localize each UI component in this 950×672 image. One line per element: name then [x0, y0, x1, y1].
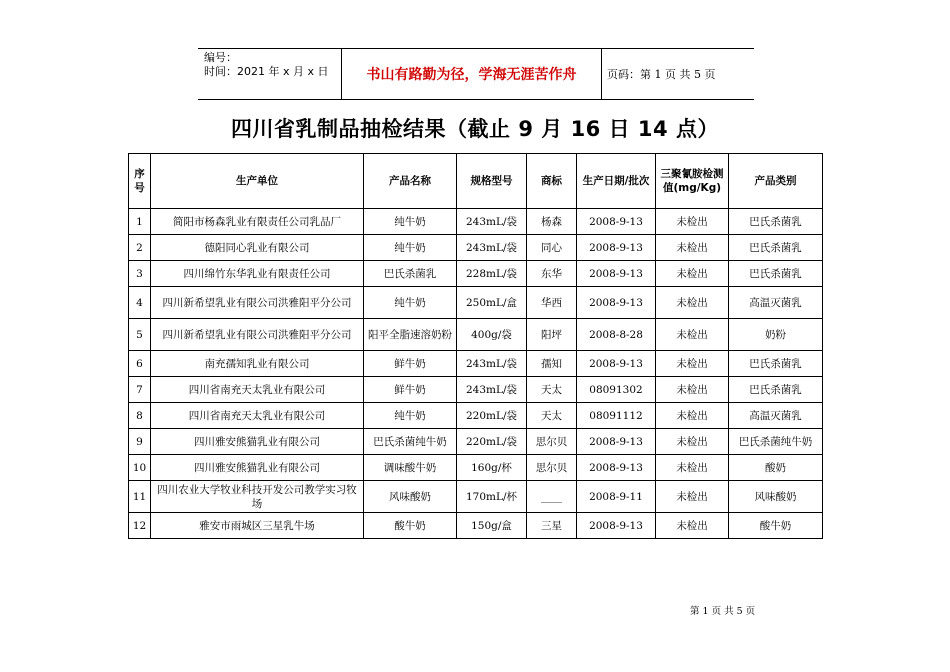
cell-date-batch: 08091302	[577, 377, 656, 403]
table-row	[129, 351, 823, 377]
cell-date-batch: 2008-9-13	[577, 351, 656, 377]
cell-spec: 400g/袋	[457, 319, 527, 351]
cell-producer: 四川雅安熊猫乳业有限公司	[151, 429, 364, 455]
cell-date-batch: 2008-8-28	[577, 319, 656, 351]
cell-category: 酸牛奶	[729, 513, 823, 539]
table-header-row	[129, 154, 823, 209]
cell-product-name: 阳平全脂速溶奶粉	[364, 319, 457, 351]
header-spec: 规格型号	[457, 154, 527, 209]
page-title: 四川省乳制品抽检结果（截止 9 月 16 日 14 点）	[231, 117, 719, 141]
table-row	[129, 377, 823, 403]
cell-index: 8	[129, 403, 151, 429]
cell-index: 12	[129, 513, 151, 539]
cell-brand: 孺知	[527, 351, 577, 377]
cell-spec: 220mL/袋	[457, 403, 527, 429]
cell-category: 巴氏杀菌纯牛奶	[729, 429, 823, 455]
header-producer: 生产单位	[151, 154, 364, 209]
cell-brand: 三星	[527, 513, 577, 539]
time-label: 时间：2021 年 x 月 x 日	[204, 65, 329, 78]
cell-spec: 228mL/袋	[457, 261, 527, 287]
cell-melamine: 未检出	[656, 235, 729, 261]
table-row	[129, 319, 823, 351]
page-footer: 第 1 页 共 5 页	[690, 606, 756, 617]
cell-producer: 四川省南充天太乳业有限公司	[151, 377, 364, 403]
cell-brand: 思尔贝	[527, 429, 577, 455]
cell-date-batch: 2008-9-13	[577, 287, 656, 319]
cell-index: 2	[129, 235, 151, 261]
cell-melamine: 未检出	[656, 319, 729, 351]
table-row	[129, 235, 823, 261]
cell-spec: 170mL/杯	[457, 481, 527, 513]
cell-melamine: 未检出	[656, 429, 729, 455]
cell-date-batch: 2008-9-11	[577, 481, 656, 513]
table-row	[129, 261, 823, 287]
cell-product-name: 巴氏杀菌纯牛奶	[364, 429, 457, 455]
document-header	[198, 48, 754, 100]
cell-product-name: 纯牛奶	[364, 209, 457, 235]
cell-brand: 杨森	[527, 209, 577, 235]
cell-producer: 四川新希望乳业有限公司洪雅阳平分公司	[151, 319, 364, 351]
cell-category: 高温灭菌乳	[729, 403, 823, 429]
cell-product-name: 鲜牛奶	[364, 377, 457, 403]
cell-category: 奶粉	[729, 319, 823, 351]
cell-brand: 天太	[527, 377, 577, 403]
table-row	[129, 429, 823, 455]
cell-melamine: 未检出	[656, 287, 729, 319]
cell-producer: 德阳同心乳业有限公司	[151, 235, 364, 261]
cell-date-batch: 2008-9-13	[577, 235, 656, 261]
cell-producer: 四川雅安熊猫乳业有限公司	[151, 455, 364, 481]
cell-category: 巴氏杀菌乳	[729, 351, 823, 377]
cell-spec: 243mL/袋	[457, 377, 527, 403]
table-row	[129, 287, 823, 319]
cell-producer: 南充孺知乳业有限公司	[151, 351, 364, 377]
table-row	[129, 455, 823, 481]
cell-brand: ____	[527, 481, 577, 513]
cell-spec: 243mL/袋	[457, 351, 527, 377]
cell-product-name: 鲜牛奶	[364, 351, 457, 377]
cell-index: 11	[129, 481, 151, 513]
header-brand: 商标	[527, 154, 577, 209]
results-table	[128, 153, 823, 539]
cell-melamine: 未检出	[656, 351, 729, 377]
cell-date-batch: 2008-9-13	[577, 429, 656, 455]
table-row	[129, 209, 823, 235]
cell-brand: 阳坪	[527, 319, 577, 351]
cell-category: 巴氏杀菌乳	[729, 235, 823, 261]
cell-product-name: 纯牛奶	[364, 235, 457, 261]
cell-brand: 同心	[527, 235, 577, 261]
cell-producer: 四川农业大学牧业科技开发公司教学实习牧场	[151, 481, 364, 513]
cell-melamine: 未检出	[656, 481, 729, 513]
cell-index: 10	[129, 455, 151, 481]
header-meta	[198, 49, 341, 99]
cell-product-name: 纯牛奶	[364, 403, 457, 429]
cell-index: 1	[129, 209, 151, 235]
cell-product-name: 巴氏杀菌乳	[364, 261, 457, 287]
cell-melamine: 未检出	[656, 403, 729, 429]
number-label: 编号：	[204, 51, 237, 64]
cell-date-batch: 2008-9-13	[577, 513, 656, 539]
cell-product-name: 风味酸奶	[364, 481, 457, 513]
cell-producer: 四川省南充天太乳业有限公司	[151, 403, 364, 429]
cell-brand: 东华	[527, 261, 577, 287]
cell-spec: 150g/盒	[457, 513, 527, 539]
cell-category: 风味酸奶	[729, 481, 823, 513]
cell-index: 9	[129, 429, 151, 455]
cell-brand: 华西	[527, 287, 577, 319]
page-code: 页码：第 1 页 共 5 页	[607, 68, 716, 81]
cell-index: 4	[129, 287, 151, 319]
cell-index: 3	[129, 261, 151, 287]
cell-product-name: 酸牛奶	[364, 513, 457, 539]
cell-melamine: 未检出	[656, 209, 729, 235]
header-category: 产品类别	[729, 154, 823, 209]
cell-index: 7	[129, 377, 151, 403]
table-row	[129, 513, 823, 539]
cell-category: 高温灭菌乳	[729, 287, 823, 319]
cell-spec: 243mL/袋	[457, 209, 527, 235]
cell-index: 6	[129, 351, 151, 377]
cell-index: 5	[129, 319, 151, 351]
cell-brand: 天太	[527, 403, 577, 429]
header-index: 序号	[129, 154, 151, 209]
table-row	[129, 403, 823, 429]
cell-producer: 简阳市杨森乳业有限责任公司乳品厂	[151, 209, 364, 235]
cell-date-batch: 2008-9-13	[577, 209, 656, 235]
cell-brand: 思尔贝	[527, 455, 577, 481]
cell-product-name: 纯牛奶	[364, 287, 457, 319]
table-row	[129, 481, 823, 513]
cell-category: 巴氏杀菌乳	[729, 377, 823, 403]
cell-melamine: 未检出	[656, 513, 729, 539]
cell-producer: 四川新希望乳业有限公司洪雅阳平分公司	[151, 287, 364, 319]
cell-melamine: 未检出	[656, 261, 729, 287]
header-product-name: 产品名称	[364, 154, 457, 209]
cell-category: 巴氏杀菌乳	[729, 209, 823, 235]
motto-text: 书山有路勤为径，学海无涯苦作舟	[341, 49, 602, 99]
cell-spec: 160g/杯	[457, 455, 527, 481]
cell-producer: 雅安市雨城区三星乳牛场	[151, 513, 364, 539]
header-melamine: 三聚氰胺检测值(mg/Kg)	[656, 154, 729, 209]
header-date-batch: 生产日期/批次	[577, 154, 656, 209]
cell-spec: 250mL/盒	[457, 287, 527, 319]
cell-date-batch: 08091112	[577, 403, 656, 429]
cell-spec: 243mL/袋	[457, 235, 527, 261]
cell-date-batch: 2008-9-13	[577, 261, 656, 287]
cell-spec: 220mL/袋	[457, 429, 527, 455]
cell-category: 巴氏杀菌乳	[729, 261, 823, 287]
cell-melamine: 未检出	[656, 377, 729, 403]
cell-date-batch: 2008-9-13	[577, 455, 656, 481]
cell-product-name: 调味酸牛奶	[364, 455, 457, 481]
cell-category: 酸奶	[729, 455, 823, 481]
table-body	[129, 209, 823, 539]
cell-producer: 四川绵竹东华乳业有限责任公司	[151, 261, 364, 287]
cell-melamine: 未检出	[656, 455, 729, 481]
